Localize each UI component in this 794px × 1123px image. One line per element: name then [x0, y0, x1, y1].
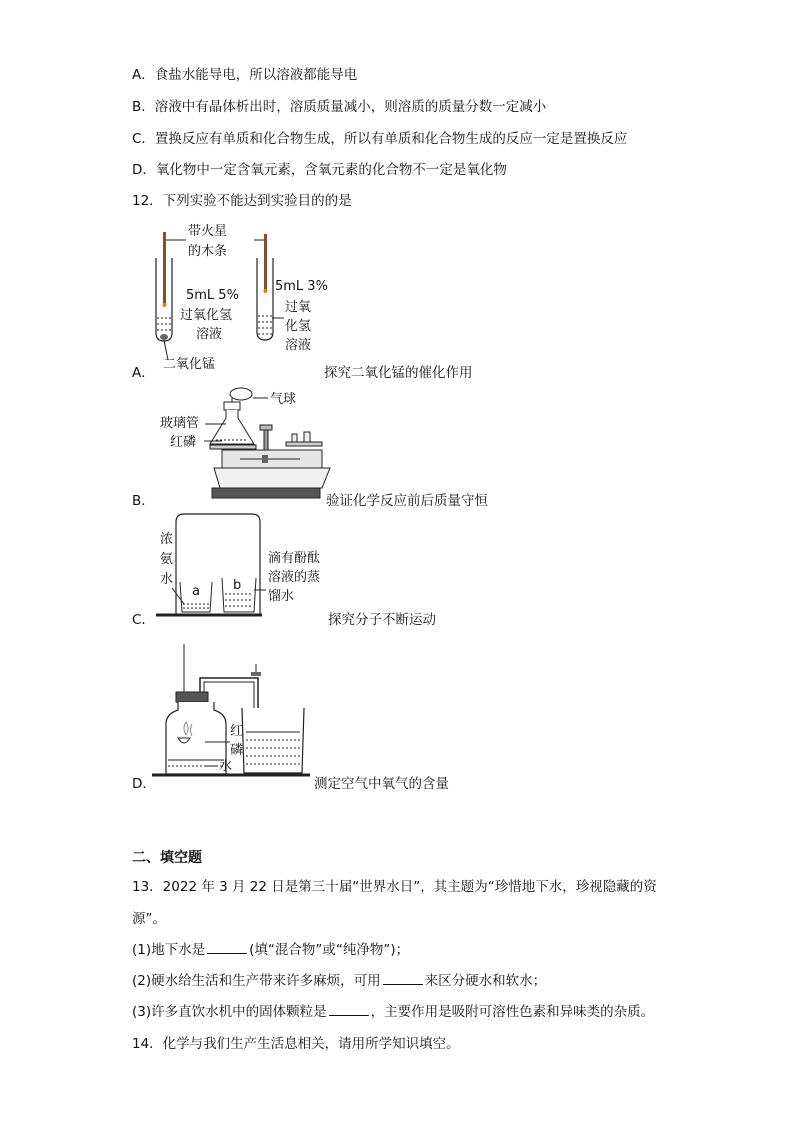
label-left-3: 溶液: [196, 327, 223, 342]
q13-1-text-b: (填“混合物”或“纯净物”)；: [249, 942, 410, 958]
q13-part3: [132, 1003, 654, 1021]
caption-c: 探究分子不断运动: [328, 612, 436, 628]
option-b: B．溶液中有晶体析出时，溶质质量减小，则溶质的质量分数一定减小: [132, 99, 547, 115]
label-phos-d-1: 红: [230, 724, 244, 739]
label-right-1: 5mL 3%: [275, 279, 328, 294]
label-splint-1: 带火星: [188, 224, 228, 239]
label-ammonia-1: 浓: [160, 532, 174, 547]
q13-3-text-a: (3)许多直饮水机中的固体颗粒是: [132, 1004, 327, 1020]
label-balloon: 气球: [270, 392, 297, 407]
label-water-d: 水: [219, 759, 233, 774]
label-left-2: 过氧化氢: [180, 308, 233, 323]
answer-blank-2[interactable]: [383, 972, 423, 985]
q13-line2: 源”。: [132, 911, 166, 927]
gas-jar: [166, 702, 226, 774]
label-left-1: 5mL 5%: [186, 288, 239, 303]
label-splint-2: 的木条: [188, 244, 228, 259]
q14-stem: 14．化学与我们生产生活息相关，请用所学知识填空。: [132, 1036, 460, 1052]
q13-part2: [132, 972, 546, 990]
option-a: A．食盐水能导电，所以溶液都能导电: [132, 67, 358, 83]
answer-blank-3[interactable]: [329, 1003, 369, 1016]
label-right-3: 化氢: [285, 319, 312, 334]
caption-a: 探究二氧化锰的催化作用: [324, 365, 473, 381]
question-12-stem: 12．下列实验不能达到实验目的的是: [132, 193, 352, 209]
option-letter-a: A．: [132, 365, 155, 381]
option-c: C．置换反应有单质和化合物生成，所以有单质和化合物生成的反应一定是置换反应: [132, 131, 628, 147]
label-phos-d-2: 磷: [230, 743, 244, 758]
answer-blank-1[interactable]: [207, 941, 247, 954]
label-beaker-b: b: [233, 578, 242, 593]
caption-b: 验证化学反应前后质量守恒: [326, 493, 488, 509]
option-letter-b: B．: [132, 493, 155, 509]
label-glass-tube: 玻璃管: [160, 416, 200, 431]
q13-line1: 13．2022 年 3 月 22 日是第三十届“世界水日”，其主题为“珍惜地下水，珍视隐藏的资: [132, 879, 657, 895]
label-ammonia-2: 氨: [160, 552, 174, 567]
stopper-d: [176, 692, 208, 702]
q13-2-text-b: 来区分硬水和软水；: [424, 973, 547, 989]
q13-part1: [132, 941, 409, 959]
option-letter-d: D．: [132, 776, 156, 792]
label-phenol-3: 馏水: [268, 589, 295, 604]
label-right-4: 溶液: [285, 338, 312, 353]
label-right-2: 过氧: [285, 300, 312, 315]
label-mno2: 二氧化锰: [163, 357, 216, 372]
label-phosphorus-b: 红磷: [170, 435, 197, 450]
q13-1-text-a: (1)地下水是: [132, 942, 206, 958]
label-phenol-2: 溶液的蒸: [268, 570, 321, 585]
label-beaker-a: a: [192, 584, 200, 599]
label-ammonia-3: 水: [160, 572, 174, 587]
label-phenol-1: 滴有酚酞: [268, 551, 321, 566]
q13-2-text-a: (2)硬水给生活和生产带来许多麻烦，可用: [132, 973, 381, 989]
section-title: 二、填空题: [132, 850, 202, 866]
option-d: D．氧化物中一定含氧元素，含氧元素的化合物不一定是氧化物: [132, 162, 507, 178]
q13-3-text-b: ，主要作用是吸附可溶性色素和异味类的杂质。: [370, 1004, 655, 1020]
caption-d: 测定空气中氧气的含量: [314, 776, 449, 792]
option-letter-c: C．: [132, 612, 155, 628]
